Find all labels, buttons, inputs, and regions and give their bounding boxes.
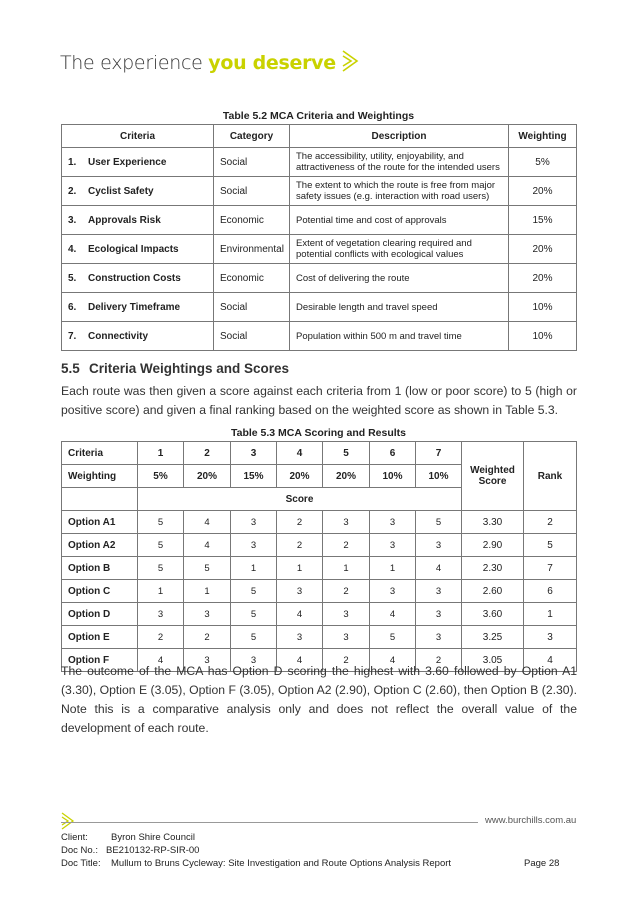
description-cell: Extent of vegetation clearing required and potential conflicts with ecological values (290, 235, 509, 264)
rank-cell: 2 (524, 511, 577, 534)
table-row (62, 264, 577, 293)
score-cell: 3 (277, 626, 323, 649)
section-number: 5.5 (61, 361, 80, 376)
criteria-label: Criteria (62, 442, 138, 465)
score-cell: 1 (370, 557, 416, 580)
criteria-number-cell: 6 (370, 442, 416, 465)
chevron-arrow-icon (340, 49, 362, 78)
score-cell: 5 (231, 626, 277, 649)
criteria-cell (62, 264, 214, 293)
table-row (62, 293, 577, 322)
client-label: Client: (61, 832, 88, 843)
score-cell: 1 (231, 557, 277, 580)
criteria-number: 2. (68, 185, 77, 197)
score-cell: 3 (231, 534, 277, 557)
score-cell: 1 (184, 580, 231, 603)
score-cell: 5 (370, 626, 416, 649)
weighting-value-cell: 20% (277, 465, 323, 488)
weighting-cell: 5% (509, 148, 577, 177)
score-cell: 4 (184, 511, 231, 534)
description-cell: Cost of delivering the route (290, 264, 509, 293)
criteria-name: Approvals Risk (88, 214, 161, 226)
rank-cell: 5 (524, 534, 577, 557)
score-cell: 2 (416, 649, 462, 672)
header-category: Category (214, 125, 290, 148)
rank-cell: 1 (524, 603, 577, 626)
score-cell: 2 (323, 580, 370, 603)
score-cell: 2 (138, 626, 184, 649)
score-cell: 5 (138, 511, 184, 534)
logo-text-plain: The experience (60, 52, 209, 74)
score-cell: 5 (138, 557, 184, 580)
criteria-name: Ecological Impacts (88, 243, 179, 255)
score-cell: 5 (184, 557, 231, 580)
weighted-score-cell: 3.30 (462, 511, 524, 534)
conclusion-paragraph: The outcome of the MCA has Option D scoring the highest with 3.60 followed by Option A1 (3.30), Option E (3.05), Option F (3.05), Option A2 (2.90), Option C (2.60), then Option B (2.30). Note this is a comparative analysis only and does not reflect the overall value of the development of each route. (61, 664, 577, 735)
score-cell: 3 (416, 626, 462, 649)
criteria-name: Delivery Timeframe (88, 301, 181, 313)
logo-text-accent: you deserve (208, 52, 336, 74)
footer-doctitle (61, 858, 451, 869)
option-label: Option D (62, 603, 138, 626)
score-cell: 2 (277, 534, 323, 557)
description-cell: Desirable length and travel speed (290, 293, 509, 322)
option-row (62, 557, 577, 580)
score-cell: 1 (138, 580, 184, 603)
option-label: Option A1 (62, 511, 138, 534)
criteria-number-cell: 3 (231, 442, 277, 465)
criteria-name: User Experience (88, 156, 167, 168)
weighting-value-cell: 10% (416, 465, 462, 488)
criteria-cell (62, 322, 214, 351)
description-cell: The accessibility, utility, enjoyability, and attractiveness of the route for the intended users (290, 148, 509, 177)
score-cell: 3 (277, 580, 323, 603)
option-row (62, 626, 577, 649)
score-cell: 3 (416, 534, 462, 557)
table-5-2-caption: Table 5.2 MCA Criteria and Weightings (222, 110, 415, 122)
table-row (62, 177, 577, 206)
criteria-row (62, 442, 577, 465)
criteria-name: Construction Costs (88, 272, 181, 284)
section-title: Criteria Weightings and Scores (89, 361, 290, 376)
table-row (62, 148, 577, 177)
weighted-score-cell: 2.30 (462, 557, 524, 580)
weighting-cell: 10% (509, 322, 577, 351)
score-cell: 3 (416, 580, 462, 603)
score-cell: 4 (416, 557, 462, 580)
option-label: Option C (62, 580, 138, 603)
weighted-score-cell: 3.60 (462, 603, 524, 626)
score-cell: 5 (138, 534, 184, 557)
category-cell: Social (214, 148, 290, 177)
score-cell: 2 (323, 649, 370, 672)
weighted-score-cell: 3.25 (462, 626, 524, 649)
table-header-row (62, 125, 577, 148)
score-cell: 1 (323, 557, 370, 580)
weighting-value-cell: 20% (323, 465, 370, 488)
score-cell: 3 (370, 511, 416, 534)
weighting-cell: 20% (509, 264, 577, 293)
option-label: Option A2 (62, 534, 138, 557)
criteria-number: 5. (68, 272, 77, 284)
score-cell: 3 (184, 649, 231, 672)
description-cell: Potential time and cost of approvals (290, 206, 509, 235)
category-cell: Social (214, 177, 290, 206)
weighted-score-cell: 3.05 (462, 649, 524, 672)
table-row (62, 206, 577, 235)
score-cell: 5 (231, 580, 277, 603)
rank-header: Rank (524, 442, 577, 511)
criteria-name: Connectivity (88, 330, 149, 342)
score-cell: 4 (370, 649, 416, 672)
header-description: Description (290, 125, 509, 148)
category-cell: Social (214, 322, 290, 351)
score-cell: 3 (416, 603, 462, 626)
description-cell: The extent to which the route is free from major safety issues (e.g. interaction with road users) (290, 177, 509, 206)
docno-label: Doc No.: (61, 845, 98, 856)
score-cell: 2 (277, 511, 323, 534)
score-cell: 3 (323, 626, 370, 649)
option-label: Option E (62, 626, 138, 649)
header-criteria: Criteria (62, 125, 214, 148)
rank-cell: 6 (524, 580, 577, 603)
footer-docno (61, 845, 199, 856)
category-cell: Social (214, 293, 290, 322)
table-row (62, 235, 577, 264)
score-cell: 4 (277, 649, 323, 672)
score-cell: 4 (370, 603, 416, 626)
option-row (62, 603, 577, 626)
empty-cell (62, 488, 138, 511)
score-cell: 4 (184, 534, 231, 557)
criteria-number-cell: 2 (184, 442, 231, 465)
category-cell: Economic (214, 206, 290, 235)
score-cell: 3 (184, 603, 231, 626)
score-label: Score (138, 488, 462, 511)
criteria-cell (62, 177, 214, 206)
option-label: Option F (62, 649, 138, 672)
weighting-cell: 20% (509, 177, 577, 206)
category-cell: Environmental (214, 235, 290, 264)
footer-client (61, 832, 195, 843)
score-cell: 1 (277, 557, 323, 580)
criteria-number: 3. (68, 214, 77, 226)
rank-cell: 3 (524, 626, 577, 649)
client-value: Byron Shire Council (111, 832, 195, 843)
score-cell: 3 (323, 511, 370, 534)
weighting-cell: 20% (509, 235, 577, 264)
criteria-cell (62, 206, 214, 235)
score-cell: 2 (184, 626, 231, 649)
score-cell: 5 (231, 603, 277, 626)
score-cell: 3 (370, 534, 416, 557)
criteria-number-cell: 7 (416, 442, 462, 465)
score-cell: 2 (323, 534, 370, 557)
section-heading (61, 361, 289, 376)
criteria-number: 1. (68, 156, 77, 168)
weighting-value-cell: 10% (370, 465, 416, 488)
option-row (62, 534, 577, 557)
score-cell: 3 (370, 580, 416, 603)
score-cell: 3 (231, 649, 277, 672)
logo-text (60, 52, 336, 74)
header-weighting: Weighting (509, 125, 577, 148)
score-cell: 3 (323, 603, 370, 626)
footer-url: www.burchills.com.au (485, 815, 577, 826)
criteria-number-cell: 1 (138, 442, 184, 465)
scoring-results-table (61, 441, 577, 672)
weighting-value-cell: 15% (231, 465, 277, 488)
score-cell: 5 (416, 511, 462, 534)
criteria-number: 6. (68, 301, 77, 313)
criteria-number-cell: 5 (323, 442, 370, 465)
weighted-score-cell: 2.60 (462, 580, 524, 603)
score-cell: 3 (231, 511, 277, 534)
intro-paragraph: Each route was then given a score against each criteria from 1 (low or poor score) to 5 (high or positive score) and given a final ranking based on the weighted score as shown in Table 5.3. (61, 384, 577, 417)
criteria-cell (62, 235, 214, 264)
table-5-3-caption: Table 5.3 MCA Scoring and Results (230, 427, 407, 439)
doctitle-value: Mullum to Bruns Cycleway: Site Investigation and Route Options Analysis Report (111, 858, 452, 869)
score-cell: 4 (277, 603, 323, 626)
option-row (62, 511, 577, 534)
criteria-number-cell: 4 (277, 442, 323, 465)
criteria-number: 7. (68, 330, 77, 342)
rank-cell: 4 (524, 649, 577, 672)
score-cell: 3 (138, 603, 184, 626)
weighted-score-header: Weighted Score (462, 442, 524, 511)
rank-cell: 7 (524, 557, 577, 580)
table-row (62, 322, 577, 351)
criteria-cell (62, 293, 214, 322)
brand-logo (60, 48, 362, 78)
page-number: Page 28 (524, 858, 560, 869)
option-row (62, 580, 577, 603)
weighting-cell: 15% (509, 206, 577, 235)
criteria-name: Cyclist Safety (88, 185, 154, 197)
option-label: Option B (62, 557, 138, 580)
criteria-number: 4. (68, 243, 77, 255)
weighting-cell: 10% (509, 293, 577, 322)
doctitle-label: Doc Title: (61, 858, 101, 869)
criteria-weightings-table (61, 124, 577, 351)
weighting-value-cell: 20% (184, 465, 231, 488)
footer-divider (61, 822, 478, 823)
criteria-cell (62, 148, 214, 177)
category-cell: Economic (214, 264, 290, 293)
docno-value: BE210132-RP-SIR-00 (106, 845, 200, 856)
score-cell: 4 (138, 649, 184, 672)
weighting-value-cell: 5% (138, 465, 184, 488)
weighted-score-cell: 2.90 (462, 534, 524, 557)
description-cell: Population within 500 m and travel time (290, 322, 509, 351)
weighting-label: Weighting (62, 465, 138, 488)
